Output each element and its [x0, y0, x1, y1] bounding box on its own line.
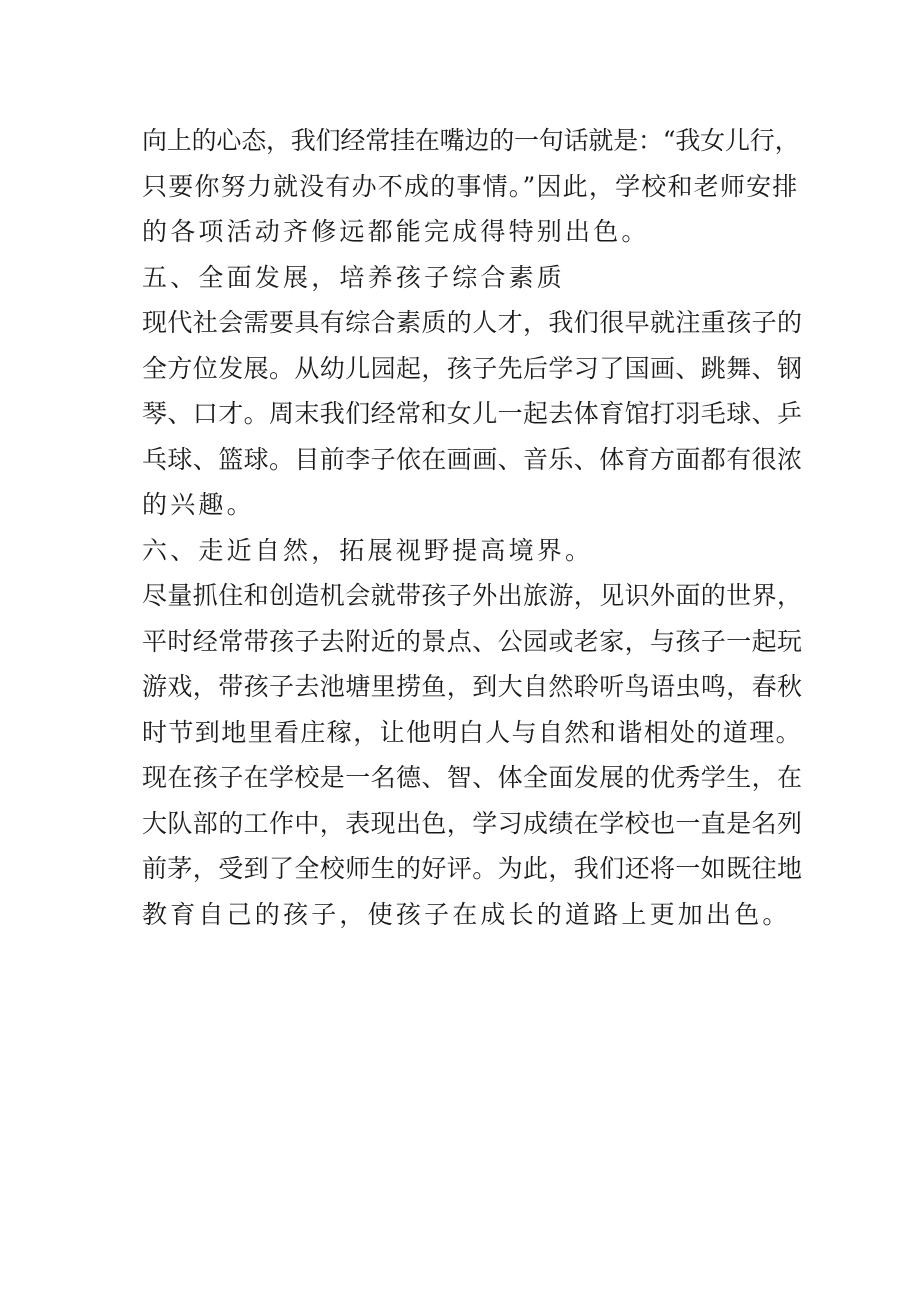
text-line: 现代社会需要具有综合素质的人才，我们很早就注重孩子的 — [142, 308, 803, 337]
text-line: 向上的心态，我们经常挂在嘴边的一句话就是：“我女儿行， — [142, 126, 800, 155]
text-line: 乓球、篮球。目前李子依在画画、音乐、体育方面都有很浓 — [142, 444, 803, 474]
text-line: 前茅，受到了全校师生的好评。为此，我们还将一如既往地 — [142, 854, 803, 883]
text-line: 教育自己的孩子，使孩子在成长的道路上更加出色。 — [142, 899, 791, 929]
text-line: 大队部的工作中，表现出色，学习成绩在学校也一直是名列 — [142, 808, 803, 838]
text-line: 时节到地里看庄稼，让他明白人与自然和谐相处的道理。 — [142, 717, 803, 747]
section-heading: 六、走近自然，拓展视野提高境界。 — [142, 535, 594, 565]
text-line: 只要你努力就没有办不成的事情。”因此，学校和老师安排 — [142, 171, 799, 201]
text-line: 全方位发展。从幼儿园起，孩子先后学习了国画、跳舞、钢 — [142, 353, 803, 383]
text-line: 琴、口才。周末我们经常和女儿一起去体育馆打羽毛球、乒 — [142, 399, 803, 428]
text-line: 游戏，带孩子去池塘里捞鱼，到大自然聆听鸟语虫鸣，春秋 — [142, 672, 803, 701]
text-line: 尽量抓住和创造机会就带孩子外出旅游，见识外面的世界， — [142, 581, 803, 610]
document-body — [142, 118, 802, 937]
text-line: 的兴趣。 — [142, 490, 255, 519]
section-heading: 五、全面发展，培养孩子综合素质 — [142, 262, 566, 292]
text-line: 现在孩子在学校是一名德、智、体全面发展的优秀学生，在 — [142, 763, 803, 792]
text-line: 的各项活动齐修远都能完成得特别出色。 — [142, 217, 650, 246]
text-line: 平时经常带孩子去附近的景点、公园或老家，与孩子一起玩 — [142, 626, 803, 656]
